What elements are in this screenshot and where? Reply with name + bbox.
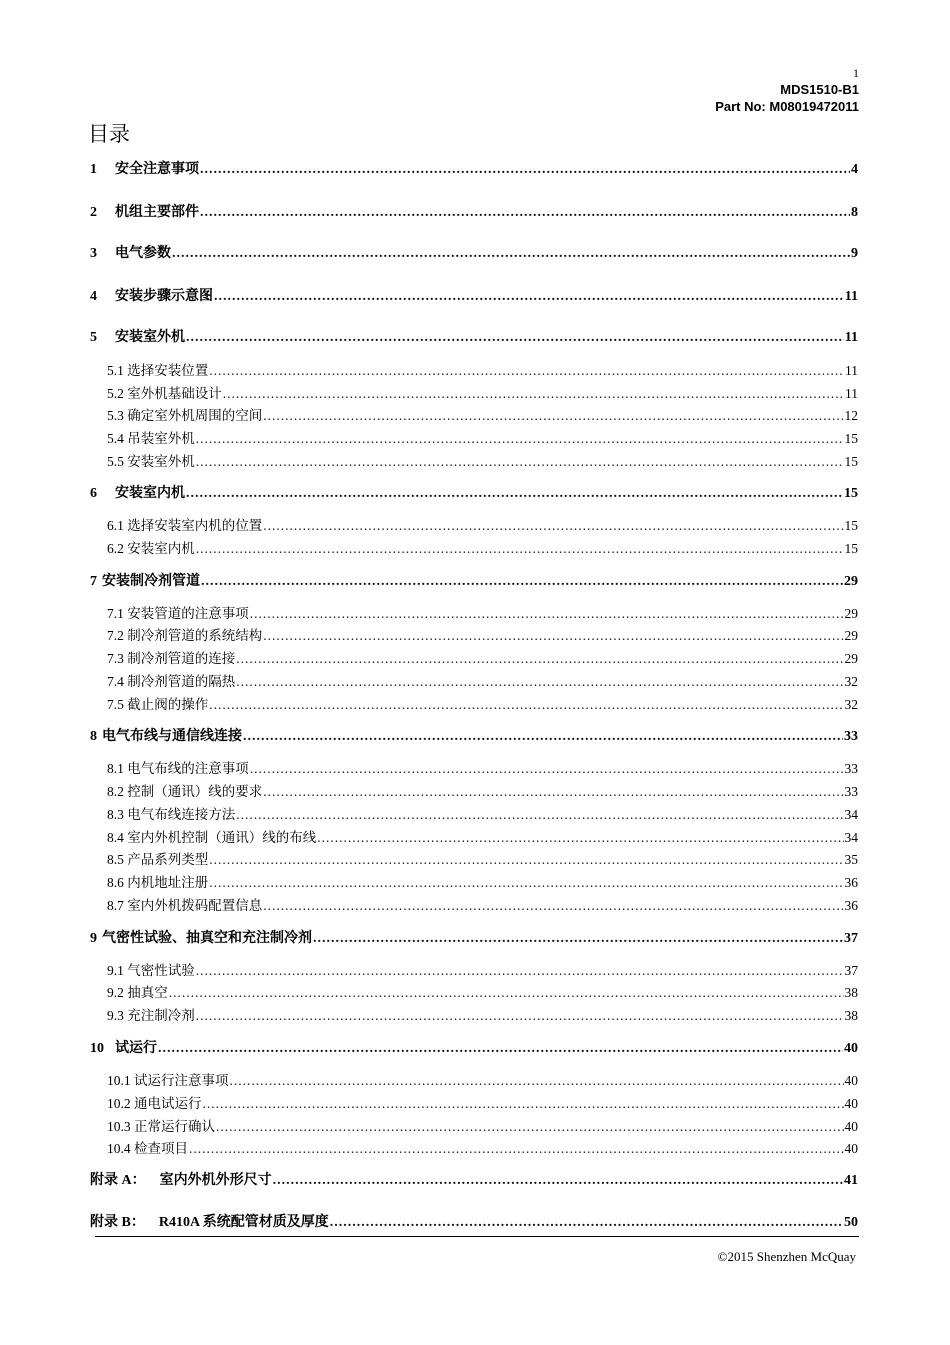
- toc-entry-page: 29: [844, 628, 858, 643]
- toc-entry-page: 36: [844, 875, 858, 890]
- toc-entry-label: [107, 848, 208, 868]
- toc-entry-page: 32: [844, 697, 858, 712]
- toc-entry-title: 5.1 选择安装位置: [107, 363, 209, 378]
- dot-leader: [214, 289, 844, 305]
- toc-entry-title: 安装制冷剂管道: [102, 574, 200, 589]
- dot-leader: [263, 408, 843, 424]
- toc-subsection-entry[interactable]: [107, 647, 858, 667]
- dot-leader: [196, 431, 844, 447]
- toc-entry-number: 6: [90, 486, 97, 501]
- dot-leader: [250, 761, 844, 777]
- toc-subsection-entry[interactable]: [107, 780, 858, 800]
- toc-entry-label: [107, 359, 208, 379]
- toc-subsection-entry[interactable]: [107, 359, 858, 379]
- toc-entry-label: [107, 514, 262, 534]
- toc-entry-label: [107, 1069, 229, 1089]
- toc-entry-number: 10: [90, 1041, 104, 1056]
- toc-entry-page: 41: [844, 1173, 858, 1188]
- dot-leader: [317, 830, 843, 846]
- toc-entry-page: 15: [844, 486, 858, 501]
- toc-entry-page: 9: [851, 246, 858, 261]
- toc-entry-page: 38: [844, 1008, 858, 1023]
- toc-entry-label: [90, 242, 171, 262]
- dot-leader: [169, 985, 844, 1001]
- toc-entry-label: [107, 803, 235, 823]
- toc-entry-page: 33: [844, 729, 858, 744]
- toc-entry-title: 安装步骤示意图: [115, 289, 213, 304]
- dot-leader: [209, 363, 844, 379]
- toc-entry-page: 38: [844, 985, 858, 1000]
- toc-entry-page: 40: [844, 1096, 858, 1111]
- dot-leader: [203, 1096, 844, 1112]
- toc-entry-label: [107, 959, 195, 979]
- toc-subsection-entry[interactable]: [107, 1004, 858, 1024]
- toc-subsection-entry[interactable]: [107, 757, 858, 777]
- toc-entry-title: 7.1 安装管道的注意事项: [107, 606, 249, 621]
- dot-leader: [273, 1173, 843, 1189]
- toc-entry-number: 8: [90, 729, 97, 744]
- toc-entry-title: 8.2 控制（通讯）线的要求: [107, 784, 263, 799]
- dot-leader: [172, 246, 850, 262]
- toc-section-entry[interactable]: [90, 326, 858, 346]
- dot-leader: [196, 454, 844, 470]
- toc-section-entry[interactable]: [90, 158, 858, 178]
- toc-entry-page: 29: [844, 574, 858, 589]
- document-number: MDS1510-B1: [780, 82, 859, 97]
- toc-entry-page: 40: [844, 1141, 858, 1156]
- toc-entry-page: 36: [844, 898, 858, 913]
- toc-entry-label: [107, 981, 168, 1001]
- toc-subsection-entry[interactable]: [107, 959, 858, 979]
- toc-entry-page: 11: [844, 289, 858, 304]
- toc-entry-title: 5.4 吊装室外机: [107, 431, 195, 446]
- toc-entry-number: 3: [90, 246, 97, 261]
- toc-entry-page: 34: [844, 830, 858, 845]
- toc-entry-title: 7.2 制冷剂管道的系统结构: [107, 628, 263, 643]
- toc-entry-page: 11: [845, 363, 858, 378]
- dot-leader: [196, 1008, 844, 1024]
- toc-entry-title: 10.3 正常运行确认: [107, 1119, 215, 1134]
- dot-leader: [313, 931, 843, 947]
- toc-section-entry[interactable]: [90, 482, 858, 502]
- toc-entry-label: [107, 537, 195, 557]
- toc-entry-label: [107, 826, 316, 846]
- dot-leader: [330, 1215, 843, 1231]
- toc-entry-label: [90, 1169, 272, 1189]
- toc-entry-label: [107, 757, 249, 777]
- toc-subsection-entry[interactable]: [107, 450, 858, 470]
- toc-entry-title: 7.4 制冷剂管道的隔热: [107, 674, 236, 689]
- toc-section-entry[interactable]: [90, 1169, 858, 1189]
- dot-leader: [216, 1119, 844, 1135]
- toc-entry-page: 37: [844, 931, 858, 946]
- dot-leader: [196, 963, 844, 979]
- toc-entry-label: [107, 647, 235, 667]
- toc-entry-title: 5.5 安装室外机: [107, 454, 195, 469]
- toc-entry-label: [90, 570, 200, 590]
- toc-entry-label: [90, 1211, 329, 1231]
- toc-section-entry[interactable]: [90, 285, 858, 305]
- toc-entry-page: 33: [844, 784, 858, 799]
- toc-subsection-entry[interactable]: [107, 624, 858, 644]
- toc-entry-title: 9.2 抽真空: [107, 985, 168, 1000]
- dot-leader: [201, 574, 843, 590]
- toc-entry-number: 7: [90, 574, 97, 589]
- toc-entry-title: 10.4 检查项目: [107, 1141, 188, 1156]
- dot-leader: [209, 852, 843, 868]
- dot-leader: [196, 541, 844, 557]
- toc-subsection-entry[interactable]: [107, 537, 858, 557]
- toc-entry-label: [90, 201, 199, 221]
- toc-entry-page: 29: [844, 651, 858, 666]
- toc-entry-page: 12: [844, 408, 858, 423]
- toc-entry-title: 试运行: [115, 1041, 157, 1056]
- copyright-footer: ©2015 Shenzhen McQuay: [717, 1249, 856, 1264]
- toc-subsection-entry[interactable]: [107, 693, 858, 713]
- toc-entry-label: [90, 285, 213, 305]
- toc-entry-number: 1: [90, 162, 97, 177]
- toc-subsection-entry[interactable]: [107, 848, 858, 868]
- dot-leader: [263, 784, 843, 800]
- toc-entry-page: 34: [844, 807, 858, 822]
- toc-entry-label: [107, 871, 208, 891]
- toc-subsection-entry[interactable]: [107, 670, 858, 690]
- dot-leader: [200, 205, 850, 221]
- dot-leader: [158, 1041, 843, 1057]
- toc-entry-title: 8.4 室内外机控制（通讯）线的布线: [107, 830, 317, 845]
- toc-entry-number: 2: [90, 205, 97, 220]
- dot-leader: [200, 162, 850, 178]
- dot-leader: [230, 1073, 844, 1089]
- toc-entry-title: 气密性试验、抽真空和充注制冷剂: [102, 931, 312, 946]
- toc-entry-label: [107, 1115, 215, 1135]
- toc-entry-title: 8.1 电气布线的注意事项: [107, 761, 249, 776]
- toc-entry-label: [90, 326, 185, 346]
- toc-section-entry[interactable]: [90, 201, 858, 221]
- toc-entry-label: [107, 624, 262, 644]
- toc-subsection-entry[interactable]: [107, 1092, 858, 1112]
- dot-leader: [250, 606, 844, 622]
- toc-entry-page: 40: [844, 1073, 858, 1088]
- dot-leader: [263, 518, 843, 534]
- toc-subsection-entry[interactable]: [107, 894, 858, 914]
- dot-leader: [209, 875, 843, 891]
- toc-entry-title: 8.3 电气布线连接方法: [107, 807, 236, 822]
- dot-leader: [186, 486, 843, 502]
- toc-entry-page: 35: [844, 852, 858, 867]
- toc-entry-page: 4: [851, 162, 858, 177]
- toc-subsection-entry[interactable]: [107, 382, 858, 402]
- toc-section-entry[interactable]: [90, 570, 858, 590]
- part-number: Part No: M08019472011: [715, 99, 859, 114]
- toc-entry-title: 7.3 制冷剂管道的连接: [107, 651, 236, 666]
- toc-entry-label: [90, 725, 242, 745]
- toc-entry-number: 附录 A：: [90, 1173, 146, 1188]
- toc-entry-title: 7.5 截止阀的操作: [107, 697, 209, 712]
- toc-entry-label: [107, 404, 262, 424]
- toc-entry-title: 6.1 选择安装室内机的位置: [107, 518, 263, 533]
- dot-leader: [236, 674, 843, 690]
- toc-entry-page: 32: [844, 674, 858, 689]
- toc-entry-label: [107, 1137, 188, 1157]
- toc-entry-label: [107, 670, 235, 690]
- toc-entry-label: [90, 927, 312, 947]
- toc-entry-number: 4: [90, 289, 97, 304]
- toc-entry-page: 11: [845, 386, 858, 401]
- dot-leader: [186, 330, 844, 346]
- toc-entry-label: [107, 894, 262, 914]
- dot-leader: [243, 729, 843, 745]
- toc-entry-title: 5.3 确定室外机周围的空间: [107, 408, 263, 423]
- toc-entry-title: 6.2 安装室内机: [107, 541, 195, 556]
- toc-entry-page: 40: [844, 1119, 858, 1134]
- toc-subsection-entry[interactable]: [107, 1069, 858, 1089]
- toc-entry-label: [107, 780, 262, 800]
- toc-section-entry[interactable]: [90, 242, 858, 262]
- toc-entry-page: 50: [844, 1215, 858, 1230]
- toc-entry-title: 电气参数: [115, 246, 171, 261]
- toc-section-entry[interactable]: [90, 725, 858, 745]
- toc-entry-page: 8: [851, 205, 858, 220]
- dot-leader: [209, 697, 843, 713]
- toc-entry-label: [107, 602, 249, 622]
- page-number: 1: [853, 66, 859, 80]
- toc-entry-label: [90, 482, 185, 502]
- dot-leader: [189, 1141, 844, 1157]
- toc-entry-label: [90, 158, 199, 178]
- toc-subsection-entry[interactable]: [107, 981, 858, 1001]
- toc-entry-label: [107, 427, 195, 447]
- toc-entry-title: 10.2 通电试运行: [107, 1096, 202, 1111]
- toc-entry-label: [107, 693, 208, 713]
- toc-section-entry[interactable]: [90, 1037, 858, 1057]
- toc-entry-page: 15: [844, 454, 858, 469]
- toc-entry-page: 11: [844, 330, 858, 345]
- toc-entry-title: R410A 系统配管材质及厚度: [158, 1215, 329, 1230]
- toc-entry-number: 9: [90, 931, 97, 946]
- toc-section-entry[interactable]: [90, 1211, 858, 1231]
- toc-entry-page: 37: [844, 963, 858, 978]
- dot-leader: [236, 807, 843, 823]
- footer-divider: [95, 1236, 859, 1237]
- toc-subsection-entry[interactable]: [107, 404, 858, 424]
- dot-leader: [263, 898, 843, 914]
- toc-entry-title: 10.1 试运行注意事项: [107, 1073, 229, 1088]
- toc-title: 目录: [88, 122, 130, 146]
- toc-entry-page: 40: [844, 1041, 858, 1056]
- dot-leader: [223, 386, 844, 402]
- toc-entry-title: 8.6 内机地址注册: [107, 875, 209, 890]
- toc-entry-number: 附录 B：: [90, 1215, 145, 1230]
- toc-entry-title: 5.2 室外机基础设计: [107, 386, 222, 401]
- toc-entry-title: 机组主要部件: [115, 205, 199, 220]
- toc-entry-title: 室内外机外形尺寸: [159, 1173, 272, 1188]
- toc-entry-title: 8.5 产品系列类型: [107, 852, 209, 867]
- toc-entry-label: [90, 1037, 157, 1057]
- toc-entry-number: 5: [90, 330, 97, 345]
- toc-section-entry[interactable]: [90, 927, 858, 947]
- toc-entry-page: 29: [844, 606, 858, 621]
- toc-entry-title: 安装室外机: [115, 330, 185, 345]
- toc-entry-label: [107, 1092, 202, 1112]
- toc-entry-label: [107, 382, 222, 402]
- toc-entry-label: [107, 450, 195, 470]
- toc-entry-title: 电气布线与通信线连接: [102, 729, 242, 744]
- toc-entry-title: 安全注意事项: [115, 162, 199, 177]
- toc-entry-page: 15: [844, 431, 858, 446]
- toc-entry-title: 8.7 室内外机拨码配置信息: [107, 898, 263, 913]
- dot-leader: [263, 628, 843, 644]
- toc-entry-title: 9.3 充注制冷剂: [107, 1008, 195, 1023]
- toc-entry-page: 15: [844, 518, 858, 533]
- toc-subsection-entry[interactable]: [107, 1115, 858, 1135]
- toc-entry-page: 15: [844, 541, 858, 556]
- toc-subsection-entry[interactable]: [107, 427, 858, 447]
- toc-entry-title: 安装室内机: [115, 486, 185, 501]
- toc-subsection-entry[interactable]: [107, 871, 858, 891]
- toc-entry-label: [107, 1004, 195, 1024]
- toc-entry-page: 33: [844, 761, 858, 776]
- toc-subsection-entry[interactable]: [107, 602, 858, 622]
- toc-entry-title: 9.1 气密性试验: [107, 963, 195, 978]
- dot-leader: [236, 651, 843, 667]
- toc-subsection-entry[interactable]: [107, 1137, 858, 1157]
- toc-subsection-entry[interactable]: [107, 826, 858, 846]
- toc-subsection-entry[interactable]: [107, 803, 858, 823]
- toc-subsection-entry[interactable]: [107, 514, 858, 534]
